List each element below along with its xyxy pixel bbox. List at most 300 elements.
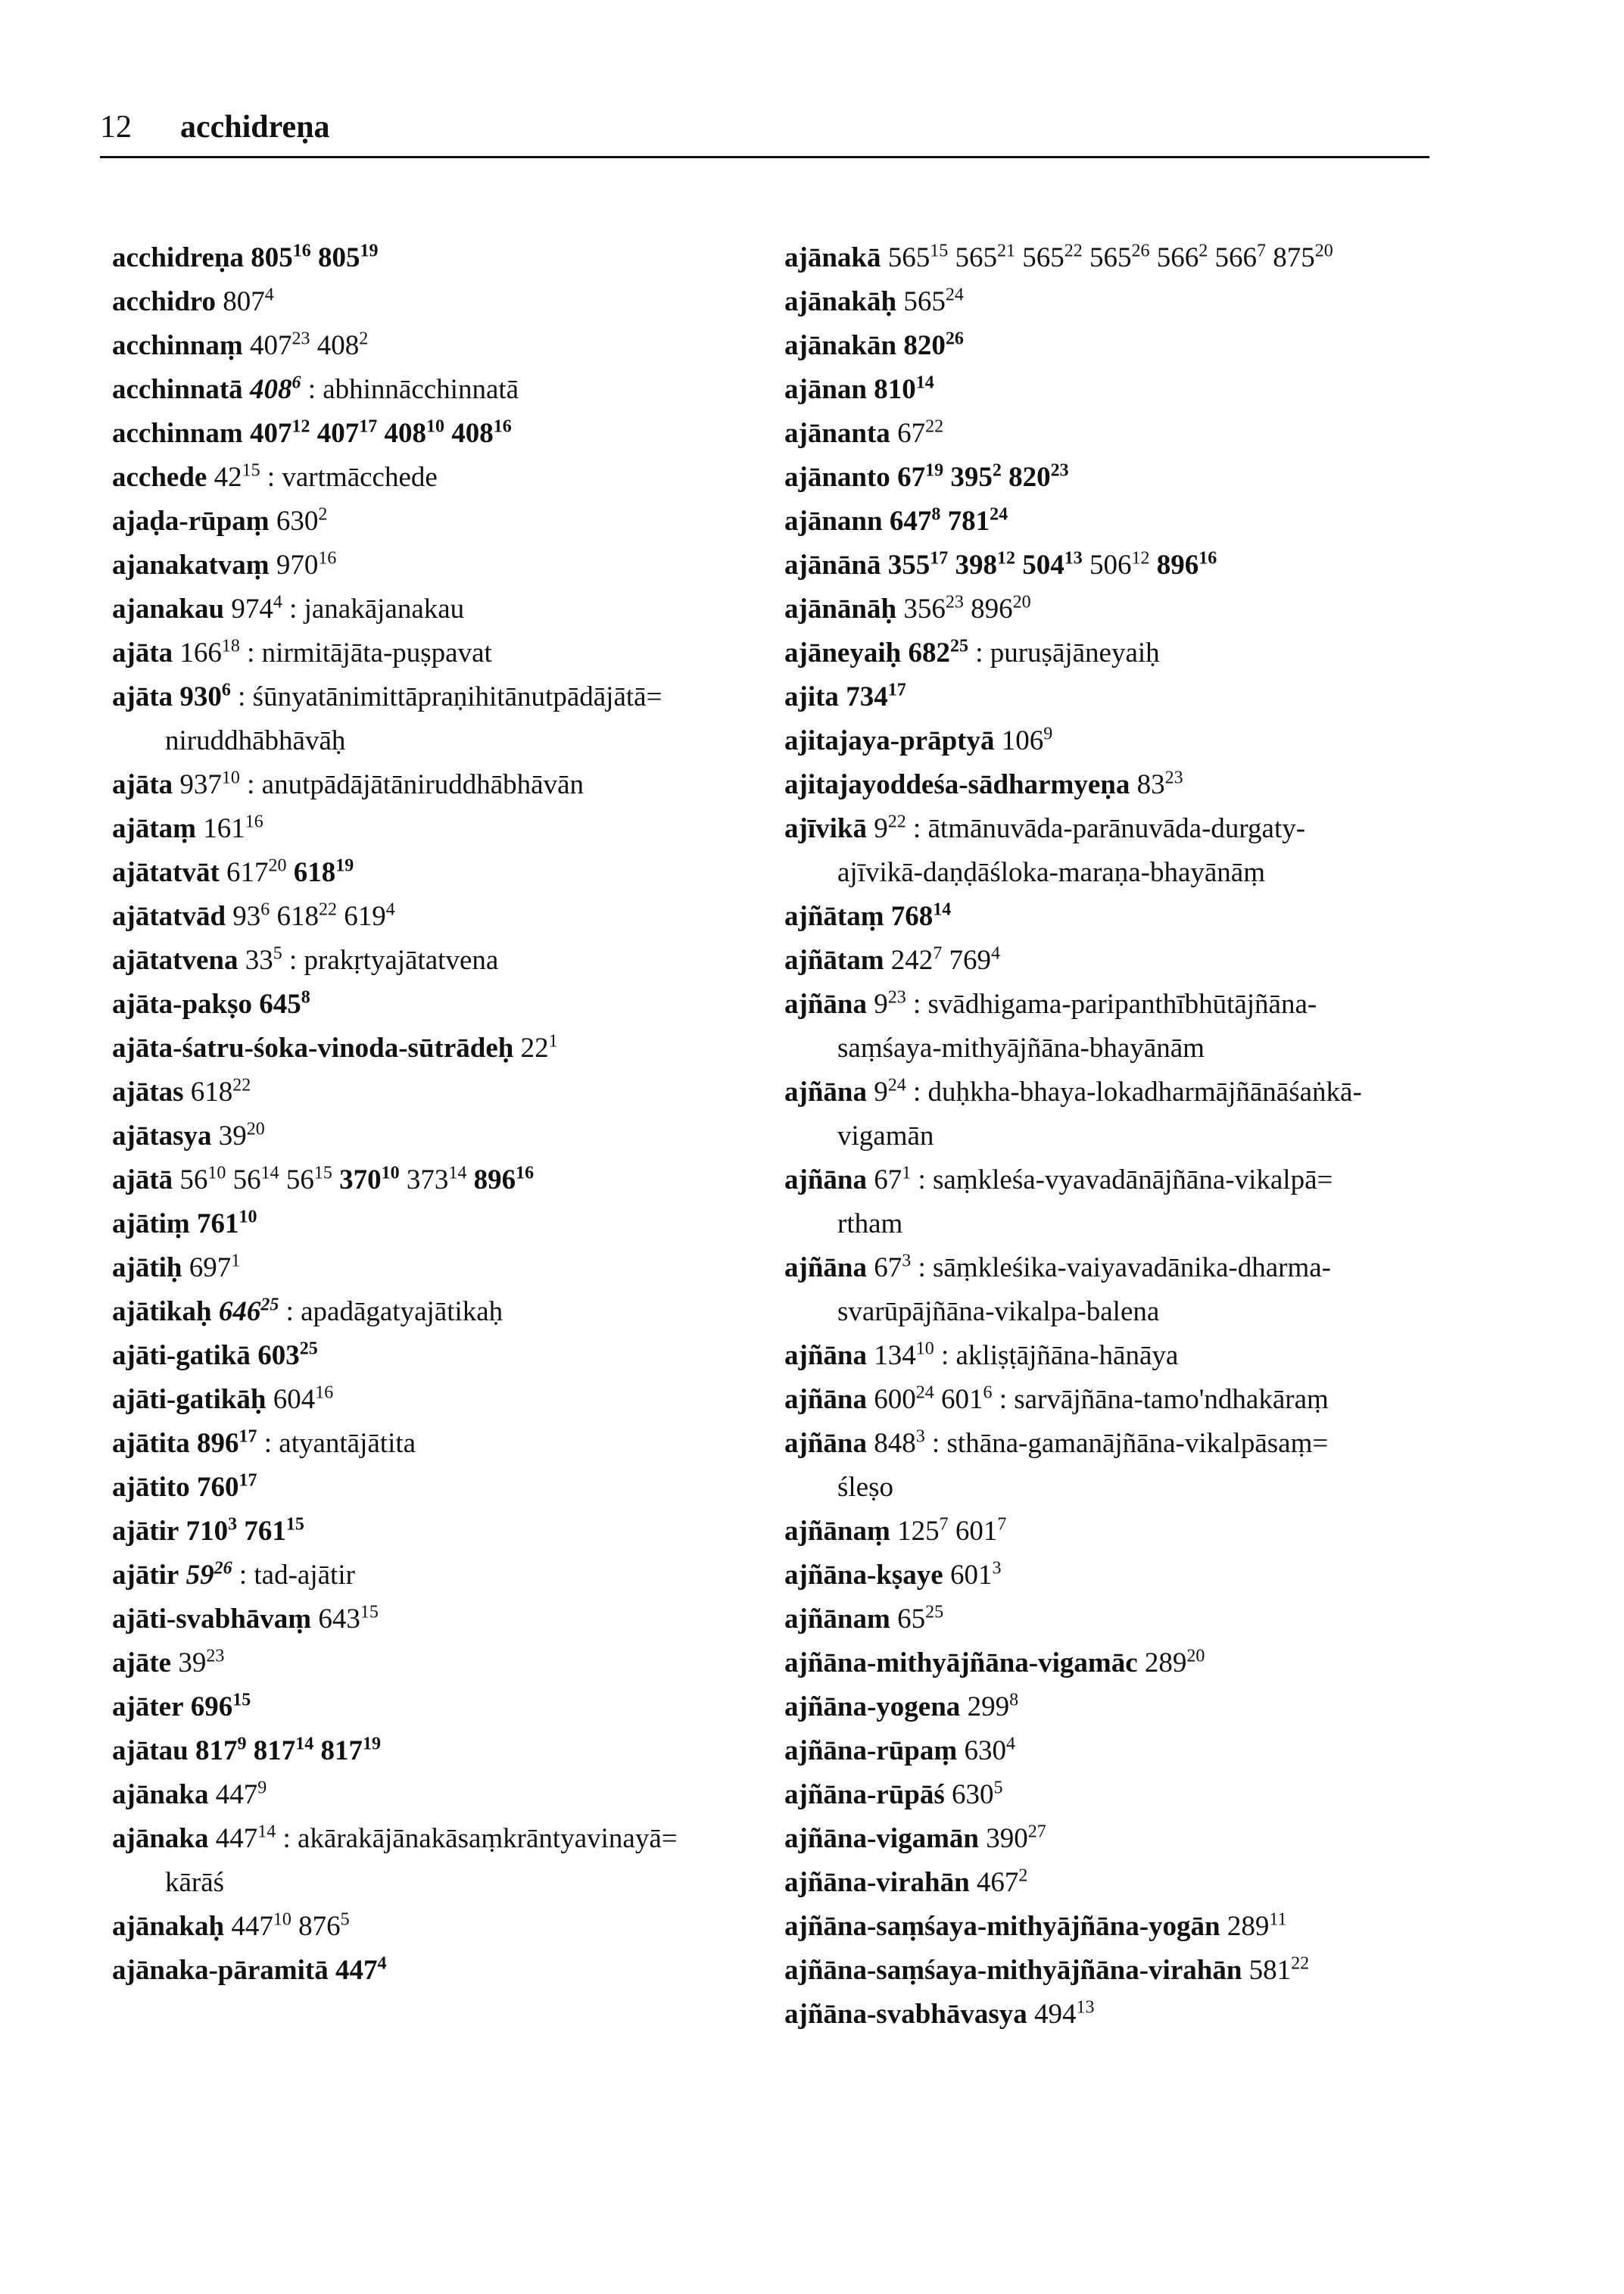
index-entry [112,1641,793,1685]
page-reference [521,1033,558,1064]
reference-page: 65 [897,1604,926,1635]
index-entry [112,1949,793,1993]
headword: ajātito [112,1472,190,1503]
compound-gloss: : saṃkleśa-vyavadānājñāna-vikalpā= [918,1164,1333,1195]
headword: ajānan [784,374,867,405]
index-entry [784,412,1451,456]
index-entry [784,456,1451,500]
headword: ajñāna-kṣaye [784,1560,943,1591]
reference-page: 761 [197,1208,239,1239]
reference-line: 10 [915,1339,934,1359]
reference-line: 17 [238,1470,257,1491]
index-entry [784,368,1451,412]
reference-page: 407 [249,418,292,449]
headword: acchinnam [112,418,243,449]
page-reference [233,1164,279,1195]
reference-page: 289 [1227,1911,1270,1942]
reference-line: 2 [359,329,369,349]
reference-page: 408 [384,418,426,449]
reference-page: 395 [950,462,993,493]
reference-line: 14 [915,372,934,393]
headword: ajñāna-rūpaṃ [784,1735,958,1766]
page-reference [891,901,952,932]
reference-line: 22 [319,899,338,920]
headword: ajanakau [112,594,225,625]
headword: ajñāna [784,1252,867,1283]
reference-page: 565 [1089,242,1132,273]
reference-line: 23 [945,592,964,612]
reference-page: 630 [276,506,319,537]
page-reference [219,1121,265,1152]
reference-line: 26 [1131,241,1150,261]
index-entry [112,1202,793,1246]
reference-page: 682 [908,637,950,669]
page-reference [195,1735,247,1766]
page-reference [214,462,260,493]
headword: ajñāna [784,1077,867,1108]
reference-page: 565 [955,242,997,273]
page-reference [1089,242,1150,273]
page-reference [897,1604,943,1635]
reference-page: 125 [897,1516,940,1547]
page-reference [1157,550,1217,581]
reference-page: 600 [874,1384,916,1415]
index-entry [784,236,1451,280]
reference-line: 22 [232,1075,251,1096]
headword: ajñāna [784,989,867,1020]
reference-page: 447 [215,1779,258,1810]
page-reference [197,1208,257,1239]
reference-line: 20 [268,856,287,876]
reference-line: 23 [1050,460,1069,481]
reference-page: 697 [189,1252,232,1283]
index-entry [112,368,793,412]
headword: ajñāna-mithyājñāna-vigamāc [784,1647,1138,1678]
index-entry [112,1466,793,1510]
headword: ajñānam [784,1604,890,1635]
page-reference [276,550,337,581]
reference-page: 106 [1001,725,1044,756]
gloss-continuation: rtham [837,1208,903,1239]
reference-line: 20 [1314,241,1333,261]
reference-line: 17 [887,680,906,700]
reference-line: 18 [221,636,240,656]
index-entry [112,412,793,456]
page-reference [216,1779,267,1810]
page-reference [1089,550,1150,581]
index-entry [784,983,1451,1071]
reference-page: 9 [874,1077,888,1108]
headword: ajānaka-pāramitā [112,1955,329,1986]
reference-page: 646 [218,1296,261,1327]
reference-page: 289 [1144,1647,1187,1678]
page-reference [197,1472,257,1503]
compound-gloss: : ātmānuvāda-parānuvāda-durgaty- [912,813,1306,844]
reference-page: 447 [231,1911,273,1942]
page-reference [179,637,240,669]
reference-line: 21 [996,241,1015,261]
headword: ajānanto [784,462,890,493]
index-entry [784,1071,1451,1158]
page-reference [407,1164,467,1195]
reference-page: 407 [249,330,292,361]
reference-page: 355 [887,550,930,581]
page-reference [903,594,964,625]
headword: ajāta-śatru-śoka-vinoda-sūtrādeḥ [112,1033,514,1064]
headword: ajātir [112,1560,179,1591]
reference-page: 618 [293,857,336,888]
reference-page: 630 [952,1779,994,1810]
reference-page: 848 [874,1428,916,1459]
headword: ajānakā [784,242,881,273]
index-entry [112,1114,793,1158]
running-head: acchidreṇa [180,110,330,145]
page-reference [903,286,964,317]
reference-page: 9 [874,813,888,844]
index-entry [112,631,793,675]
reference-line: 9 [257,1778,267,1798]
index-entry [112,236,793,280]
index-entry [784,1246,1451,1334]
page-reference [874,989,906,1020]
reference-line: 22 [925,416,944,437]
reference-page: 370 [339,1164,382,1195]
headword: ajātir [112,1516,179,1547]
index-entry [784,1993,1451,2037]
headword: ajāneyaiḥ [784,637,902,669]
reference-line: 10 [381,1163,400,1183]
reference-line: 23 [1164,768,1183,788]
page-reference [971,594,1031,625]
reference-line: 3 [915,1426,925,1447]
compound-gloss: : atyantājātita [263,1428,416,1459]
headword: ajātiṃ [112,1208,190,1239]
reference-line: 1 [231,1251,241,1271]
page-reference [339,1164,400,1195]
page-reference [273,1384,334,1415]
reference-line: 6 [260,899,270,920]
page-reference [1137,769,1183,800]
index-entry [784,1773,1451,1817]
compound-gloss: : vartmācchede [267,462,438,493]
index-entry [784,324,1451,368]
page-reference [186,1516,238,1547]
page-reference [179,681,231,712]
page-reference [874,1428,925,1459]
headword: ajñāna-rūpāś [784,1779,945,1810]
headword: ajāta [112,637,173,669]
page-reference [251,242,311,273]
headword: acchede [112,462,207,493]
right-column [784,236,1451,2037]
gloss-continuation: svarūpājñāna-vikalpa-balena [837,1296,1160,1327]
page-reference [941,1384,993,1415]
gloss-continuation: ajīvikā-daṇḍāśloka-maraṇa-bhayānāṃ [837,857,1266,888]
index-entry [112,1773,793,1817]
index-entry [784,631,1451,675]
compound-gloss: : apadāgatyajātikaḥ [285,1296,503,1327]
reference-line: 10 [425,416,444,437]
reference-page: 390 [986,1823,1028,1854]
page-number: 12 [100,110,132,145]
index-entry [784,1378,1451,1422]
reference-page: 896 [197,1428,239,1459]
reference-line: 19 [925,460,944,481]
page-reference [276,506,328,537]
reference-line: 25 [925,1602,944,1622]
reference-page: 970 [276,550,319,581]
page-reference [294,857,354,888]
headword: ajānaka [112,1823,209,1854]
reference-line: 15 [313,1163,332,1183]
headword: ajātatvāt [112,857,220,888]
compound-gloss: : śūnyatānimittāpraṇihitānutpādājātā= [238,681,662,712]
index-entry [112,1027,793,1071]
headword: ajitajayoddeśa-sādharmyeṇa [784,769,1130,800]
page-reference [1002,725,1053,756]
headword: ajāta [112,769,173,800]
reference-page: 93 [232,901,261,932]
index-entry [784,1597,1451,1641]
reference-page: 781 [947,506,990,537]
reference-line: 2 [1018,1865,1028,1886]
headword: ajāti-gatikā [112,1340,251,1371]
reference-page: 166 [179,637,222,669]
page-reference [216,1823,276,1854]
headword: ajñāna-virahān [784,1867,970,1898]
reference-page: 617 [226,857,269,888]
reference-page: 506 [1089,550,1132,581]
headword: ajānaka [112,1779,209,1810]
reference-line: 22 [887,812,906,832]
page-reference [949,945,1001,976]
page-reference [191,1691,251,1722]
reference-line: 1 [548,1031,558,1052]
page-reference [890,506,941,537]
reference-page: 408 [316,330,360,361]
reference-page: 647 [889,506,932,537]
page-reference [451,418,512,449]
index-entry [112,1729,793,1773]
reference-line: 14 [257,1822,276,1842]
reference-line: 15 [285,1514,304,1535]
page-reference [888,242,949,273]
headword: ajānanta [784,418,890,449]
index-entry [112,544,793,588]
reference-line: 20 [1012,592,1031,612]
gloss-continuation: niruddhābhāvāḥ [165,725,346,756]
page-reference [219,1296,279,1327]
headword: ajñāna [784,1428,867,1459]
page-reference [968,1691,1019,1722]
index-entry [112,1422,793,1466]
reference-page: 67 [874,1252,902,1283]
index-entry [784,1949,1451,1993]
page-header [100,106,1429,158]
reference-page: 33 [245,945,273,976]
index-entry [784,1641,1451,1685]
reference-line: 16 [315,1382,334,1403]
headword: ajñāna-vigamān [784,1823,979,1854]
reference-page: 299 [967,1691,1010,1722]
reference-line: 19 [360,241,379,261]
page-reference [203,813,263,844]
index-entry [112,763,793,807]
reference-line: 7 [939,1514,949,1535]
page-reference [231,594,282,625]
compound-gloss: : prakṛtyajātatvena [288,945,499,976]
reference-line: 8 [931,504,941,525]
page-reference [897,1516,949,1547]
reference-line: 15 [242,460,260,481]
index-entry [784,1554,1451,1597]
headword: ajñāna-saṃśaya-mithyājñāna-yogān [784,1911,1220,1942]
index-entry [784,719,1451,763]
reference-page: 581 [1248,1955,1292,1986]
reference-page: 937 [179,769,222,800]
gloss-continuation: kārāś [165,1867,225,1898]
headword: ajānānāḥ [784,594,897,625]
page-reference [1273,242,1333,273]
reference-page: 601 [940,1384,983,1415]
reference-page: 896 [1156,550,1199,581]
reference-page: 39 [218,1121,247,1152]
reference-page: 83 [1136,769,1165,800]
headword: ajānānā [784,550,881,581]
page-reference [226,857,287,888]
page-reference [189,1252,241,1283]
page-reference [250,418,310,449]
reference-line: 10 [221,768,240,788]
reference-page: 67 [897,462,926,493]
page-reference [874,813,906,844]
reference-page: 696 [190,1691,233,1722]
reference-page: 761 [244,1516,286,1547]
reference-line: 6 [983,1382,993,1403]
reference-line: 9 [1043,724,1053,744]
reference-page: 817 [195,1735,238,1766]
page-reference [244,1516,304,1547]
reference-page: 875 [1273,242,1315,273]
reference-line: 14 [295,1734,314,1754]
reference-page: 407 [316,418,360,449]
reference-page: 601 [949,1560,993,1591]
reference-line: 10 [273,1909,291,1930]
reference-line: 16 [245,812,263,832]
headword: ajānakaḥ [112,1911,225,1942]
index-entry [784,1729,1451,1773]
index-entry [112,1905,793,1949]
index-entry [784,544,1451,588]
index-entry [784,1817,1451,1861]
reference-line: 13 [1064,548,1083,569]
index-entry [112,588,793,631]
page-reference [903,330,964,361]
page-reference [384,418,444,449]
index-entry [112,1071,793,1114]
index-entry [784,1685,1451,1729]
reference-page: 643 [318,1604,360,1635]
index-entry [112,807,793,851]
page-reference [1249,1955,1310,1986]
reference-page: 42 [214,462,242,493]
reference-page: 447 [215,1823,258,1854]
reference-page: 604 [273,1384,316,1415]
page-reference [250,374,301,405]
reference-page: 820 [1008,462,1051,493]
page-reference [846,681,906,712]
headword: ajātiḥ [112,1252,182,1283]
reference-line: 20 [1186,1646,1205,1666]
reference-page: 134 [874,1340,916,1371]
reference-line: 13 [1076,1997,1095,2018]
index-entry [784,807,1451,895]
page-reference [197,1428,257,1459]
page-reference [178,1647,224,1678]
reference-line: 5 [273,943,282,964]
compound-gloss: : sāṃkleśika-vaiyavadānika-dharma- [918,1252,1331,1283]
index-entry [112,1510,793,1554]
page-reference [874,1077,906,1108]
reference-line: 10 [238,1207,257,1227]
reference-page: 896 [473,1164,516,1195]
reference-line: 14 [933,899,952,920]
reference-line: 5 [993,1778,1003,1798]
reference-line: 22 [1291,1953,1310,1974]
reference-line: 26 [945,329,964,349]
reference-line: 25 [260,1295,279,1315]
reference-line: 6 [291,372,301,393]
page-reference [955,550,1015,581]
headword: ajātita [112,1428,190,1459]
index-entry [112,456,793,500]
page-reference [191,1077,251,1108]
page-reference [897,418,943,449]
headword: ajaḍa-rūpaṃ [112,506,270,537]
page-reference [874,1384,934,1415]
reference-line: 14 [448,1163,467,1183]
headword: ajāte [112,1647,172,1678]
page-reference [245,945,282,976]
index-entry [784,1334,1451,1378]
page-reference [891,945,943,976]
reference-line: 8 [301,987,310,1008]
page-reference [955,1516,1007,1547]
reference-line: 17 [930,548,949,569]
compound-gloss: : svādhigama-paripanthībhūtājñāna- [912,989,1317,1020]
index-entry [112,500,793,544]
reference-line: 16 [493,416,512,437]
reference-page: 447 [335,1955,378,1986]
page-reference [964,1735,1015,1766]
reference-line: 25 [949,636,968,656]
reference-page: 566 [1156,242,1199,273]
index-entry [784,1905,1451,1949]
reference-line: 2 [992,460,1002,481]
reference-page: 408 [451,418,494,449]
reference-line: 16 [292,241,311,261]
index-entry [784,280,1451,324]
page-reference [948,506,1008,537]
compound-gloss: : nirmitājāta-puṣpavat [247,637,492,669]
reference-line: 7 [997,1514,1007,1535]
page-reference [286,1164,332,1195]
index-entry [112,324,793,368]
reference-line: 24 [887,1075,906,1096]
page-reference [335,1955,387,1986]
reference-line: 24 [945,285,964,305]
index-entry [112,1554,793,1597]
